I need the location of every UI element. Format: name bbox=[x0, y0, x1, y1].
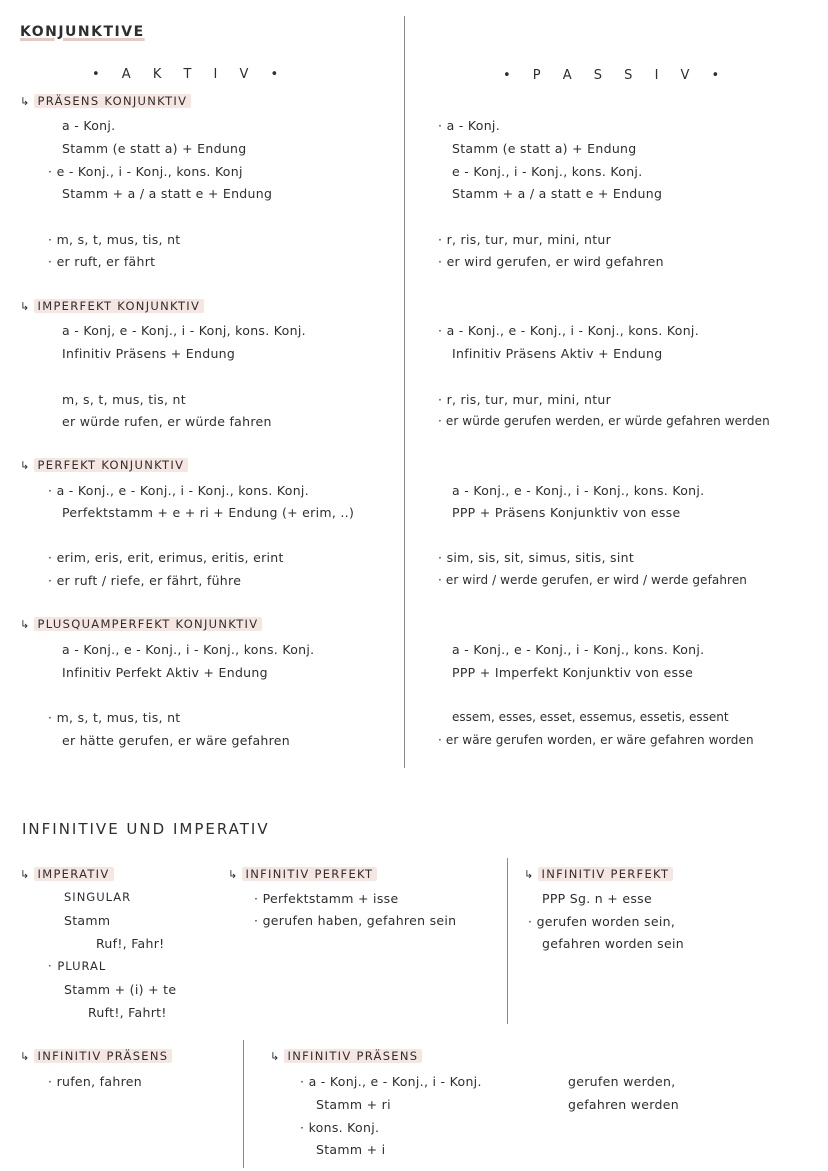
passiv-plusquamperfekt-line: PPP + Imperfekt Konjunktiv von esse bbox=[452, 665, 694, 680]
bullet: · bbox=[48, 232, 53, 247]
imperativ-line: Ruft!, Fahrt! bbox=[88, 1005, 167, 1020]
section-label: INFINITIV PRÄSENS bbox=[284, 1049, 423, 1063]
section-label: IMPERATIV bbox=[34, 867, 114, 881]
infinitiv-perfekt-passiv-line: · gerufen worden sein, bbox=[528, 914, 676, 929]
bullet: · bbox=[438, 733, 442, 747]
passiv-perfekt-line: · er wird / werde gerufen, er wird / werde gefahren bbox=[438, 573, 748, 587]
bullet: · bbox=[48, 959, 53, 973]
divider bbox=[507, 858, 508, 1024]
bullet: · bbox=[254, 913, 259, 928]
arrow-icon: ↳ bbox=[270, 1050, 281, 1063]
passiv-imperfekt-line: Infinitiv Präsens Aktiv + Endung bbox=[452, 346, 663, 361]
section-infinitiv-perfekt-passiv bbox=[524, 867, 673, 881]
section-label: INFINITIV PERFEKT bbox=[242, 867, 378, 881]
section-label: PERFEKT KONJUNKTIV bbox=[34, 458, 189, 472]
bullet: · bbox=[438, 232, 443, 247]
passiv-plusquamperfekt-line: · er wäre gerufen worden, er wäre gefahren worden bbox=[438, 733, 754, 747]
section-imperfekt-konjunktiv bbox=[20, 299, 204, 313]
section-label: PLUSQUAMPERFEKT KONJUNKTIV bbox=[34, 617, 263, 631]
passiv-praesens-line: · er wird gerufen, er wird gefahren bbox=[438, 254, 664, 269]
section-plusquamperfekt-konjunktiv bbox=[20, 617, 262, 631]
bullet: · bbox=[48, 164, 53, 179]
infinitive-title: INFINITIVE UND IMPERATIV bbox=[22, 820, 270, 838]
imperativ-line: Stamm bbox=[64, 913, 111, 928]
bullet: · bbox=[48, 1074, 53, 1089]
aktiv-imperfekt-line: a - Konj, e - Konj., i - Konj, kons. Konj. bbox=[62, 323, 306, 338]
infinitiv-perfekt-aktiv-line: · Perfektstamm + isse bbox=[254, 891, 399, 906]
aktiv-heading: • A K T I V • bbox=[92, 67, 288, 82]
passiv-heading: • P A S S I V • bbox=[503, 68, 729, 83]
aktiv-plusquamperfekt-line: Infinitiv Perfekt Aktiv + Endung bbox=[62, 665, 268, 680]
section-imperativ bbox=[20, 867, 114, 881]
bullet: · bbox=[438, 323, 443, 338]
passiv-praesens-line: · a - Konj. bbox=[438, 118, 500, 133]
imperativ-plural: · PLURAL bbox=[48, 959, 107, 973]
infinitiv-praesens-b-line: Stamm + ri bbox=[316, 1097, 391, 1112]
passiv-perfekt-line: PPP + Präsens Konjunktiv von esse bbox=[452, 505, 681, 520]
aktiv-praesens-line: · m, s, t, mus, tis, nt bbox=[48, 232, 181, 247]
bullet: · bbox=[48, 254, 53, 269]
passiv-imperfekt-line: · er würde gerufen werden, er würde gefahren werden bbox=[438, 414, 770, 428]
aktiv-praesens-line: Stamm (e statt a) + Endung bbox=[62, 141, 247, 156]
bullet: · bbox=[48, 550, 53, 565]
bullet: · bbox=[528, 914, 533, 929]
passiv-praesens-line: Stamm (e statt a) + Endung bbox=[452, 141, 637, 156]
bullet: · bbox=[300, 1120, 305, 1135]
infinitiv-praesens-b-line: gerufen werden, bbox=[568, 1074, 676, 1089]
infinitiv-praesens-b-line: gefahren werden bbox=[568, 1097, 679, 1112]
aktiv-praesens-line: a - Konj. bbox=[62, 118, 116, 133]
section-label: INFINITIV PERFEKT bbox=[538, 867, 674, 881]
bullet: · bbox=[48, 483, 53, 498]
section-label: IMPERFEKT KONJUNKTIV bbox=[34, 299, 205, 313]
passiv-praesens-line: e - Konj., i - Konj., kons. Konj. bbox=[452, 164, 643, 179]
bullet: · bbox=[300, 1074, 305, 1089]
arrow-icon: ↳ bbox=[20, 1050, 31, 1063]
divider bbox=[243, 1040, 244, 1168]
bullet: · bbox=[438, 550, 443, 565]
aktiv-perfekt-line: · erim, eris, erit, erimus, eritis, erint bbox=[48, 550, 284, 565]
section-perfekt-konjunktiv bbox=[20, 458, 188, 472]
infinitiv-praesens-line: · rufen, fahren bbox=[48, 1074, 142, 1089]
arrow-icon: ↳ bbox=[20, 868, 31, 881]
passiv-plusquamperfekt-line: essem, esses, esset, essemus, essetis, essent bbox=[452, 710, 729, 724]
section-label: INFINITIV PRÄSENS bbox=[34, 1049, 173, 1063]
aktiv-plusquamperfekt-line: a - Konj., e - Konj., i - Konj., kons. Konj. bbox=[62, 642, 315, 657]
passiv-praesens-line: · r, ris, tur, mur, mini, ntur bbox=[438, 232, 612, 247]
infinitiv-perfekt-passiv-line: gefahren worden sein bbox=[542, 936, 684, 951]
bullet: · bbox=[48, 573, 53, 588]
passiv-praesens-line: Stamm + a / a statt e + Endung bbox=[452, 186, 663, 201]
bullet: · bbox=[254, 891, 259, 906]
aktiv-imperfekt-line: m, s, t, mus, tis, nt bbox=[62, 392, 186, 407]
infinitiv-praesens-b-line: · a - Konj., e - Konj., i - Konj. bbox=[300, 1074, 482, 1089]
aktiv-praesens-line: · e - Konj., i - Konj., kons. Konj bbox=[48, 164, 243, 179]
aktiv-perfekt-line: Perfektstamm + e + ri + Endung (+ erim, ..) bbox=[62, 505, 355, 520]
passiv-imperfekt-line: · a - Konj., e - Konj., i - Konj., kons. Konj. bbox=[438, 323, 699, 338]
section-infinitiv-praesens bbox=[20, 1049, 172, 1063]
arrow-icon: ↳ bbox=[20, 459, 31, 472]
passiv-plusquamperfekt-line: a - Konj., e - Konj., i - Konj., kons. Konj. bbox=[452, 642, 705, 657]
bullet: · bbox=[438, 414, 442, 428]
imperativ-line: Ruf!, Fahr! bbox=[96, 936, 165, 951]
aktiv-perfekt-line: · a - Konj., e - Konj., i - Konj., kons. Konj. bbox=[48, 483, 309, 498]
arrow-icon: ↳ bbox=[20, 300, 31, 313]
section-label: PRÄSENS KONJUNKTIV bbox=[34, 94, 192, 108]
aktiv-praesens-line: Stamm + a / a statt e + Endung bbox=[62, 186, 273, 201]
aktiv-perfekt-line: · er ruft / riefe, er fährt, führe bbox=[48, 573, 242, 588]
bullet: · bbox=[438, 573, 442, 587]
arrow-icon: ↳ bbox=[20, 95, 31, 108]
page-title: KONJUNKTIVE bbox=[20, 24, 145, 40]
imperativ-line: Stamm + (i) + te bbox=[64, 982, 177, 997]
aktiv-praesens-line: · er ruft, er fährt bbox=[48, 254, 156, 269]
infinitiv-praesens-b-line: · kons. Konj. bbox=[300, 1120, 380, 1135]
column-divider bbox=[404, 16, 405, 768]
passiv-imperfekt-line: · r, ris, tur, mur, mini, ntur bbox=[438, 392, 612, 407]
bullet: · bbox=[438, 392, 443, 407]
bullet: · bbox=[48, 710, 53, 725]
aktiv-plusquamperfekt-line: · m, s, t, mus, tis, nt bbox=[48, 710, 181, 725]
section-praesens-konjunktiv bbox=[20, 94, 191, 108]
passiv-perfekt-line: a - Konj., e - Konj., i - Konj., kons. Konj. bbox=[452, 483, 705, 498]
section-infinitiv-perfekt-aktiv bbox=[228, 867, 377, 881]
infinitiv-perfekt-aktiv-line: · gerufen haben, gefahren sein bbox=[254, 913, 457, 928]
infinitiv-praesens-b-line: Stamm + i bbox=[316, 1142, 386, 1157]
passiv-perfekt-line: · sim, sis, sit, simus, sitis, sint bbox=[438, 550, 635, 565]
arrow-icon: ↳ bbox=[20, 618, 31, 631]
infinitiv-perfekt-passiv-line: PPP Sg. n + esse bbox=[542, 891, 652, 906]
aktiv-imperfekt-line: er würde rufen, er würde fahren bbox=[62, 414, 272, 429]
section-infinitiv-praesens-passiv bbox=[270, 1049, 422, 1063]
arrow-icon: ↳ bbox=[228, 868, 239, 881]
arrow-icon: ↳ bbox=[524, 868, 535, 881]
imperativ-singular: SINGULAR bbox=[64, 890, 132, 904]
bullet: · bbox=[438, 254, 443, 269]
aktiv-plusquamperfekt-line: er hätte gerufen, er wäre gefahren bbox=[62, 733, 290, 748]
aktiv-imperfekt-line: Infinitiv Präsens + Endung bbox=[62, 346, 236, 361]
bullet: · bbox=[438, 118, 443, 133]
